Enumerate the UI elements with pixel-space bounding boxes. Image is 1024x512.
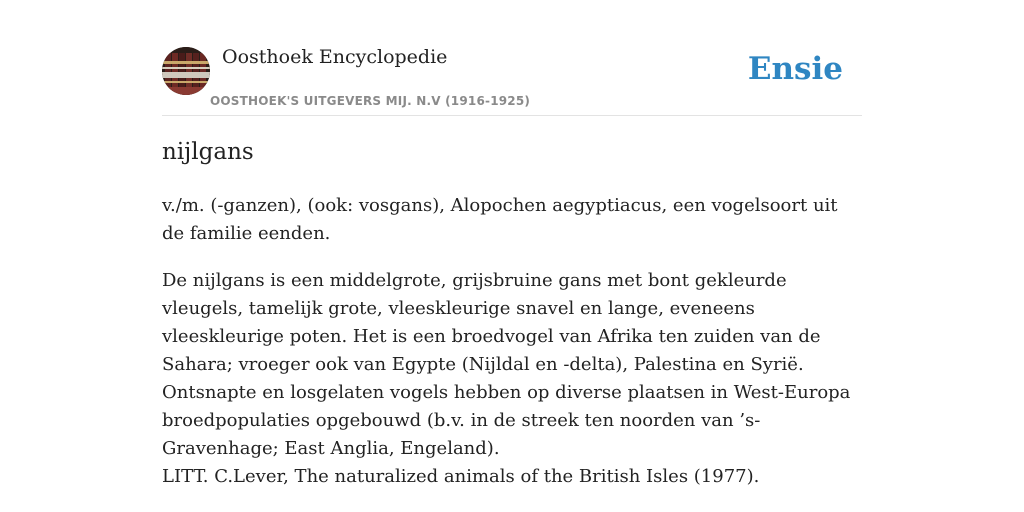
source-header bbox=[162, 0, 862, 116]
page-container bbox=[162, 0, 862, 487]
source-title[interactable]: Oosthoek Encyclopedie bbox=[222, 46, 448, 68]
source-subtitle: OOSTHOEK'S UITGEVERS MIJ. N.V (1916-1925) bbox=[210, 94, 531, 108]
article-definition: v./m. (-ganzen), (ook: vosgans), Alopochen aegyptiacus, een vogelsoort uit de familie eenden. bbox=[162, 195, 838, 244]
encyclopedia-books-icon[interactable] bbox=[162, 47, 210, 95]
article-title: nijlgans bbox=[162, 139, 254, 165]
article-description: De nijlgans is een middelgrote, grijsbruine gans met bont gekleurde vleugels, tamelijk grote, vleeskleurige snavel en lange, eveneens vleeskleurige poten. Het is een broedvogel van Afrika ten zuiden van de Sahara; vroeger ook van Egypte (Nijldal en -delta), Palestina en Syrië. Ontsnapte en losgelaten vogels hebben op diverse plaatsen in West-Europa broedpopulaties opgebouwd (b.v. in de streek ten noorden van ’s-Gravenhage; East Anglia, Engeland). bbox=[162, 270, 851, 459]
ensie-logo[interactable]: Ensie bbox=[747, 51, 843, 87]
article-literature: LITT. C.Lever, The naturalized animals of the British Isles (1977). bbox=[162, 466, 760, 487]
